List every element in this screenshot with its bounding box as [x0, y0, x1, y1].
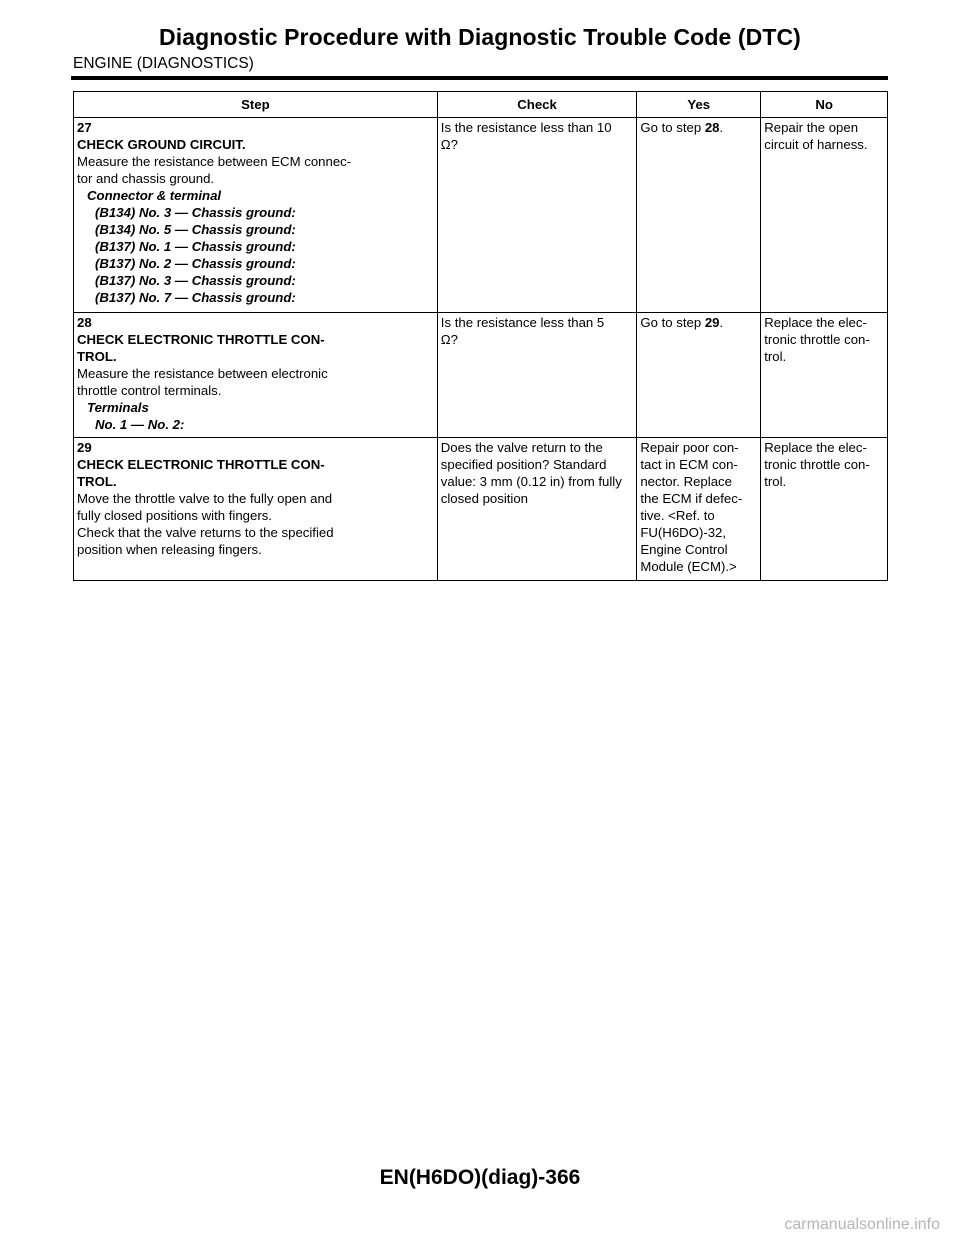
- spec-item: (B137) No. 1 — Chassis ground:: [95, 239, 296, 254]
- yes-text-line: nector. Replace: [640, 474, 732, 489]
- step-text-line: fully closed positions with fingers.: [77, 508, 272, 523]
- check-cell: [437, 313, 637, 438]
- step-title-line: TROL.: [77, 349, 117, 364]
- step-content: [77, 136, 369, 306]
- step-title-line: CHECK ELECTRONIC THROTTLE CON-: [77, 457, 325, 472]
- spec-item: (B137) No. 7 — Chassis ground:: [95, 290, 296, 305]
- table-header-row: [74, 92, 888, 118]
- step-text-line: position when releasing fingers.: [77, 542, 262, 557]
- table-row: [74, 438, 888, 581]
- step-content: [77, 456, 369, 558]
- section-title: ENGINE (DIAGNOSTICS): [73, 55, 254, 72]
- step-text-line: throttle control terminals.: [77, 383, 222, 398]
- step-number: 28: [77, 315, 92, 330]
- yes-text-line: Engine Control: [640, 542, 728, 557]
- no-text-line: Repair the open: [764, 120, 859, 135]
- column-header-no: No: [761, 92, 888, 118]
- yes-suffix: .: [719, 120, 724, 135]
- spec-item: (B137) No. 3 — Chassis ground:: [95, 273, 296, 288]
- check-cell: [437, 438, 637, 581]
- yes-cell: [637, 313, 761, 438]
- check-text-line: Is the resistance less than 10: [440, 120, 612, 135]
- yes-text: Go to step: [640, 120, 705, 135]
- no-text-line: Replace the elec-: [764, 440, 867, 455]
- check-text-line: specified position? Standard: [440, 457, 607, 472]
- step-title-line: TROL.: [77, 474, 117, 489]
- no-text-line: tronic throttle con-: [764, 457, 870, 472]
- check-text-line: closed position: [440, 491, 529, 506]
- column-header-check: Check: [437, 92, 637, 118]
- step-number: 27: [77, 120, 92, 135]
- page-title: Diagnostic Procedure with Diagnostic Trouble Code (DTC): [159, 24, 801, 50]
- no-cell: [761, 313, 888, 438]
- column-header-step: Step: [74, 92, 438, 118]
- yes-step-ref: 28: [704, 120, 720, 135]
- yes-cell: [637, 438, 761, 581]
- no-text-line: trol.: [764, 349, 787, 364]
- spec-item: (B137) No. 2 — Chassis ground:: [95, 256, 296, 271]
- yes-text-line: FU(H6DO)-32,: [640, 525, 727, 540]
- yes-text-line: tact in ECM con-: [640, 457, 738, 472]
- step-cell: [74, 313, 438, 438]
- yes-text-line: Module (ECM).>: [640, 559, 737, 574]
- yes-text-line: Repair poor con-: [640, 440, 739, 455]
- step-text-line: Measure the resistance between ECM connec-: [77, 154, 352, 169]
- no-text-line: circuit of harness.: [764, 137, 868, 152]
- table-row: [74, 118, 888, 313]
- step-number: 29: [77, 440, 92, 455]
- table-row: [74, 313, 888, 438]
- column-header-yes: Yes: [637, 92, 761, 118]
- yes-text: Go to step: [640, 315, 705, 330]
- step-text-line: tor and chassis ground.: [77, 171, 215, 186]
- watermark-text: carmanualsonline.info: [784, 1216, 940, 1233]
- spec-label: Terminals: [87, 400, 149, 415]
- yes-cell: [637, 118, 761, 313]
- check-text-line: Ω?: [440, 332, 458, 347]
- page-number: EN(H6DO)(diag)-366: [379, 1166, 581, 1189]
- no-cell: [761, 118, 888, 313]
- step-text-line: Move the throttle valve to the fully open and: [77, 491, 333, 506]
- no-text-line: tronic throttle con-: [764, 332, 870, 347]
- spec-item: (B134) No. 3 — Chassis ground:: [95, 205, 296, 220]
- yes-text-line: tive. <Ref. to: [640, 508, 715, 523]
- diagnostic-table: [73, 91, 888, 581]
- yes-suffix: .: [719, 315, 724, 330]
- step-content: [77, 331, 369, 433]
- check-text-line: Does the valve return to the: [440, 440, 603, 455]
- step-text-line: Check that the valve returns to the specified: [77, 525, 334, 540]
- no-text-line: trol.: [764, 474, 787, 489]
- step-cell: [74, 438, 438, 581]
- step-title: CHECK GROUND CIRCUIT.: [77, 137, 246, 152]
- no-text-line: Replace the elec-: [764, 315, 867, 330]
- header-rule: [71, 76, 888, 80]
- step-title-line: CHECK ELECTRONIC THROTTLE CON-: [77, 332, 325, 347]
- yes-text-line: the ECM if defec-: [640, 491, 743, 506]
- spec-item: No. 1 — No. 2:: [95, 417, 185, 432]
- check-text-line: Is the resistance less than 5: [440, 315, 605, 330]
- spec-label: Connector & terminal: [87, 188, 222, 203]
- step-text-line: Measure the resistance between electronic: [77, 366, 328, 381]
- yes-step-ref: 29: [704, 315, 720, 330]
- check-cell: [437, 118, 637, 313]
- spec-item: (B134) No. 5 — Chassis ground:: [95, 222, 296, 237]
- no-cell: [761, 438, 888, 581]
- step-cell: [74, 118, 438, 313]
- check-text-line: value: 3 mm (0.12 in) from fully: [440, 474, 622, 489]
- check-text-line: Ω?: [440, 137, 458, 152]
